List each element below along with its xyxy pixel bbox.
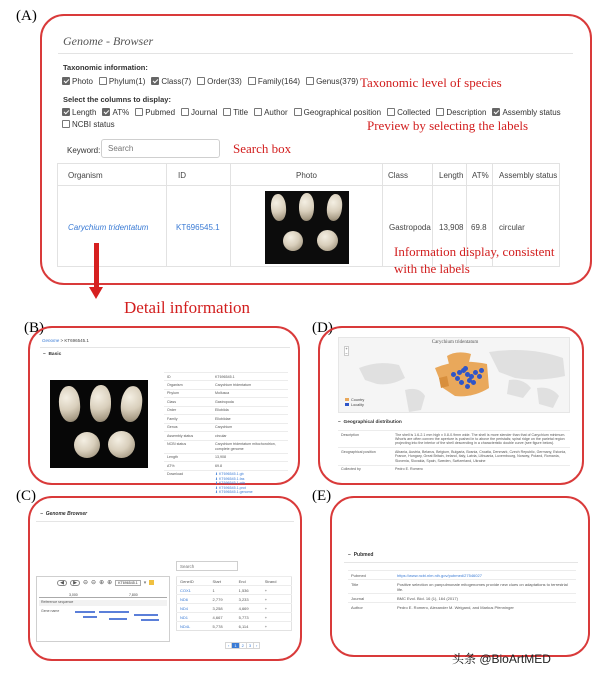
taxonomic-option[interactable] (197, 77, 242, 86)
gene-cell: 4,669 (236, 604, 262, 613)
column-option[interactable] (62, 120, 115, 129)
id-link[interactable]: KT696545.1 (176, 223, 220, 232)
info-value: The shell is 1.6-2.1 mm high x 0.8-0.9mm wide. The shell is more slender than that of Carychium minimum. Whorls are often convex the aperture is pushed in to above the peristalis; spiral ridge on the parietal region projecting into the interior of the shell descending in a characteristic double curve (see figure below). (392, 431, 570, 448)
info-value: Pedro E. Romero (392, 465, 570, 473)
checkbox-icon[interactable] (62, 120, 70, 128)
locality-marker[interactable] (465, 384, 470, 389)
zoom-in-icon[interactable]: ⊕ (99, 580, 105, 586)
download-row (164, 470, 288, 496)
column-option[interactable] (254, 108, 288, 117)
taxonomic-option[interactable] (99, 77, 145, 86)
breadcrumb-root[interactable]: Genome (42, 338, 60, 343)
locality-marker[interactable] (477, 374, 482, 379)
info-key: Journal (348, 594, 394, 603)
info-key: Phylum (164, 389, 212, 397)
gene-table-row (177, 622, 292, 631)
header-id[interactable]: ID (178, 171, 186, 180)
taxonomic-option[interactable] (62, 77, 93, 86)
panel-d-label: (D) (312, 320, 333, 336)
zoom-out-more-icon[interactable]: ⊖ (91, 580, 97, 586)
info-row (338, 465, 570, 473)
info-value: Gastropoda (212, 398, 288, 406)
gene-id-link[interactable]: ND4 (177, 604, 210, 613)
column-option[interactable] (102, 108, 129, 117)
gene-id-link[interactable]: COX1 (177, 586, 210, 595)
panel-e-content (344, 508, 578, 648)
download-label: Download (167, 472, 183, 477)
info-note-line-1: Information display, consistent (394, 244, 555, 259)
pan-right-icon[interactable]: ▶ (70, 580, 80, 586)
map-title: Carychium tridentatum (431, 340, 479, 345)
taxonomic-option-label: Photo (72, 77, 93, 86)
cols-heading: Select the columns to display: (63, 95, 171, 104)
info-row (164, 432, 288, 440)
panel-a-label: (A) (16, 8, 37, 24)
column-option[interactable] (62, 108, 96, 117)
taxonomic-option-label: Family(164) (257, 77, 301, 86)
taxonomic-option[interactable] (248, 77, 300, 86)
gene-search-input[interactable] (176, 561, 238, 571)
ruler-tick-2: 7,800 (129, 593, 138, 597)
info-value: Ellobiida (212, 406, 288, 414)
column-option-label: Pubmed (145, 108, 176, 117)
taxonomic-option[interactable] (306, 77, 358, 86)
gene-column-header[interactable]: GeneID (177, 577, 210, 586)
checkbox-icon[interactable] (294, 108, 302, 116)
gene-cell: 1,536 (236, 586, 262, 595)
header-at[interactable]: AT% (472, 171, 489, 180)
info-row (164, 381, 288, 389)
download-link[interactable]: ⬇ KT696545.1.prot (215, 485, 246, 490)
organism-link[interactable]: Carychium tridentatum (68, 223, 149, 232)
info-value: Mollusca (212, 389, 288, 397)
reference-track (39, 600, 167, 606)
zoom-in-more-icon[interactable]: ⊕ (107, 580, 113, 586)
pan-left-icon[interactable]: ◀ (57, 580, 67, 586)
info-key: Family (164, 415, 212, 423)
info-key: Collected by (338, 465, 392, 473)
info-value: BMC Evol. Biol. 16 (1), 164 (2017) (394, 594, 576, 603)
info-row (164, 462, 288, 470)
info-key: Title (348, 580, 394, 594)
genome-viewer[interactable] (36, 576, 170, 642)
checked-checkbox-icon[interactable] (102, 108, 110, 116)
snail-photo[interactable] (265, 191, 349, 264)
pubmed-info-table (348, 570, 576, 611)
panel-b-label: (B) (24, 320, 44, 336)
gene-cell: + (262, 595, 292, 604)
info-key: Organism (164, 381, 212, 389)
column-option-label: AT% (112, 108, 130, 117)
checked-checkbox-icon[interactable] (62, 77, 70, 85)
page-button[interactable]: 3 (246, 642, 254, 649)
gene-track-label: Gene name (41, 609, 60, 613)
settings-icon[interactable]: ▾ (143, 579, 147, 586)
column-option-label: Geographical position (303, 108, 382, 117)
class-cell: Gastropoda (389, 223, 431, 232)
gene-column-header[interactable]: Strand (262, 577, 292, 586)
gene-cell: 4,667 (210, 613, 236, 622)
panel-e-label: (E) (312, 488, 332, 504)
download-link[interactable]: ⬇ KT696545.1.genome (215, 490, 253, 495)
basic-info-table (164, 372, 288, 496)
checkbox-icon[interactable] (387, 108, 395, 116)
info-value: 13,908 (212, 453, 288, 461)
info-key: ID (164, 373, 212, 381)
gene-cell: 3,233 (236, 595, 262, 604)
taxonomic-option-label: Class(7) (161, 77, 192, 86)
locality-marker[interactable] (479, 368, 484, 373)
info-value: Albania, Austria, Belarus, Belgium, Bulgaria, Bosnia, Croatia, Denmark, Czech Republic, Germany, Estonia, France, Hungary, Great Britain, Ireland, Italy, Latvia, Lithuania, Luxembourg, Norway, Poland, Romania, Slovenia, Slovakia, Spain, Sweden, Switzerland, Ukraine (392, 448, 570, 465)
info-value: Carychium tridentatum mitochondrion, complete genome (212, 440, 288, 453)
info-row (164, 373, 288, 381)
genome-browser-title: − Genome Browser (40, 511, 88, 517)
gene-cell: 1 (210, 586, 236, 595)
gene-column-header[interactable]: End (236, 577, 262, 586)
gene-cell: + (262, 604, 292, 613)
checked-checkbox-icon[interactable] (62, 108, 70, 116)
gene-table-row (177, 613, 292, 622)
taxonomic-option-label: Genus(379) (316, 77, 359, 86)
gene-cell: 3,258 (210, 604, 236, 613)
reference-track-label: Reference sequence (41, 600, 74, 604)
gene-cell: + (262, 586, 292, 595)
header-organism[interactable]: Organism (68, 171, 103, 180)
info-row (164, 453, 288, 461)
info-row (338, 431, 570, 448)
panel-b-content (40, 335, 290, 495)
gene-table (176, 576, 292, 631)
panel-c-content (36, 506, 294, 654)
geo-section-header[interactable]: − Geographical distribution (338, 420, 402, 425)
assembly-status-cell: circular (499, 223, 525, 232)
column-option-label: Length (72, 108, 97, 117)
column-option[interactable] (492, 108, 560, 117)
column-option-label: Collected (397, 108, 431, 117)
gene-table-header (177, 577, 292, 586)
search-note: Search box (233, 141, 292, 156)
at-cell: 69.8 (471, 223, 487, 232)
results-header-row (58, 164, 559, 186)
taxonomic-option-label: Order(33) (207, 77, 242, 86)
watermark: 头条 @BioArtMED (452, 652, 551, 666)
map-legend (345, 398, 364, 408)
info-row (164, 406, 288, 414)
info-row (348, 594, 576, 603)
info-row (348, 603, 576, 612)
info-key: Assembly status (164, 432, 212, 440)
checkbox-icon[interactable] (99, 77, 107, 85)
column-option[interactable] (294, 108, 381, 117)
ruler-tick-1: 3,000 (69, 593, 78, 597)
info-row (164, 423, 288, 431)
checkbox-icon[interactable] (135, 108, 143, 116)
basic-photo (50, 380, 148, 468)
detail-arrow-head (89, 287, 103, 299)
checkbox-icon[interactable] (254, 108, 262, 116)
pubmed-section-header[interactable]: − Pubmed (348, 552, 374, 558)
info-value: Carychium (212, 423, 288, 431)
info-value: Pedro E. Romero, Alexander M. Weigand, and Markus Pfenninger (394, 603, 576, 612)
info-key: AT% (164, 462, 212, 470)
checkbox-icon[interactable] (223, 108, 231, 116)
gene-cell: + (262, 622, 292, 631)
gene-id-link[interactable]: ND6 (177, 595, 210, 604)
zoom-control[interactable]: + − (345, 346, 348, 356)
pubmed-link[interactable]: https://www.ncbi.nlm.nih.gov/pubmed/27546027 (394, 571, 576, 580)
page-button[interactable]: ‹ (225, 642, 232, 649)
gene-cell: 5,778 (210, 622, 236, 631)
legend-locality: Locality (351, 403, 364, 407)
gene-id-link[interactable]: ND4L (177, 622, 210, 631)
tax-heading: Taxonomic information: (63, 63, 148, 72)
column-options-row2 (62, 120, 121, 129)
info-key: Genus (164, 423, 212, 431)
checkbox-icon[interactable] (248, 77, 256, 85)
highlight-icon[interactable] (149, 580, 154, 585)
panel-a-title: Genome - Browser (63, 34, 154, 48)
gene-cell: 2,779 (210, 595, 236, 604)
detail-information-label: Detail information (124, 298, 251, 317)
checkbox-icon[interactable] (181, 108, 189, 116)
info-note-line-2: with the labels (394, 261, 470, 276)
checkbox-icon[interactable] (306, 77, 314, 85)
header-length[interactable]: Length (439, 171, 464, 180)
gene-cell: 6,114 (236, 622, 262, 631)
checked-checkbox-icon[interactable] (492, 108, 500, 116)
column-option-label: NCBI status (72, 120, 115, 129)
sequence-select[interactable]: KT696545.1 (115, 580, 141, 586)
info-key: Length (164, 453, 212, 461)
info-value: Carychium tridentatum (212, 381, 288, 389)
info-row (164, 440, 288, 453)
gene-id-link[interactable]: ND1 (177, 613, 210, 622)
length-cell: 13,908 (439, 223, 464, 232)
column-option-label: Author (264, 108, 288, 117)
column-option[interactable] (436, 108, 486, 117)
info-row (164, 398, 288, 406)
download-link[interactable]: ⬇ KT696545.1.gb (215, 472, 244, 477)
page-button[interactable]: 2 (239, 642, 247, 649)
checked-checkbox-icon[interactable] (151, 77, 159, 85)
header-class[interactable]: Class (388, 171, 409, 180)
header-photo[interactable]: Photo (296, 171, 317, 180)
checkbox-icon[interactable] (197, 77, 205, 85)
viewer-toolbar (57, 579, 154, 586)
column-option[interactable] (181, 108, 217, 117)
keyword-label: Keyword: (67, 146, 101, 155)
gene-table-row (177, 604, 292, 613)
info-row (348, 571, 576, 580)
viewer-ruler (39, 593, 167, 598)
info-value: circular (212, 432, 288, 440)
breadcrumb-id: KT696545.1 (64, 338, 89, 343)
info-row (338, 448, 570, 465)
panel-d-content (334, 337, 574, 477)
locality-marker[interactable] (471, 380, 476, 385)
download-link[interactable]: ⬇ KT696545.1.fas (215, 476, 245, 481)
info-key: Pubmed (348, 571, 394, 580)
download-link[interactable]: ⬇ KT696545.1.cds (215, 481, 246, 486)
gene-table-row (177, 586, 292, 595)
column-option-label: Assembly status (502, 108, 561, 117)
breadcrumb: Genome > KT696545.1 (42, 338, 89, 343)
info-key: Author (348, 603, 394, 612)
column-option[interactable] (135, 108, 175, 117)
locality-marker[interactable] (463, 366, 468, 371)
panel-c-label: (C) (16, 488, 36, 504)
page-button[interactable]: › (253, 642, 260, 649)
locality-marker[interactable] (459, 380, 464, 385)
info-row (348, 580, 576, 594)
pagination (226, 642, 260, 649)
column-option-label: Description (446, 108, 487, 117)
legend-country: Country (351, 398, 365, 402)
column-option-label: Journal (191, 108, 218, 117)
info-key: Description (338, 431, 392, 448)
info-key: Order (164, 406, 212, 414)
taxonomic-option-label: Phylum(1) (108, 77, 146, 86)
basic-section-header[interactable]: − Basic (43, 352, 62, 357)
keyword-search-input[interactable] (101, 139, 220, 158)
gene-cell: + (262, 613, 292, 622)
title-divider (58, 53, 573, 54)
gene-table-row (177, 595, 292, 604)
column-option[interactable] (223, 108, 248, 117)
preview-note: Preview by selecting the labels (367, 118, 529, 133)
tax-options (62, 77, 364, 86)
detail-arrow (94, 243, 99, 289)
tax-note: Taxonomic level of species (360, 75, 502, 90)
gene-cell: 5,773 (236, 613, 262, 622)
gene-column-header[interactable]: Start (210, 577, 236, 586)
info-row (164, 415, 288, 423)
info-value: Ellobiidae (212, 415, 288, 423)
info-value: 69.8 (212, 462, 288, 470)
info-row (164, 389, 288, 397)
header-assembly-status[interactable]: Assembly status (499, 171, 558, 180)
info-value: Positive selection on panpulmonate mitogenomes provide new clues on adaptations to terrestrial life. (394, 580, 576, 594)
info-key: Geographical position (338, 448, 392, 465)
info-key: Class (164, 398, 212, 406)
geo-info-table (338, 430, 570, 473)
page-button[interactable]: 1 (231, 642, 239, 649)
locality-marker[interactable] (451, 372, 456, 377)
taxonomic-option[interactable] (151, 77, 191, 86)
distribution-map[interactable] (338, 337, 570, 413)
column-option[interactable] (387, 108, 430, 117)
zoom-out-icon[interactable]: ⊖ (83, 580, 89, 586)
column-options (62, 108, 582, 117)
checkbox-icon[interactable] (436, 108, 444, 116)
info-key: NCBI status (164, 440, 212, 453)
info-value: KT696545.1 (212, 373, 288, 381)
column-option-label: Title (233, 108, 249, 117)
gene-track (39, 609, 167, 639)
